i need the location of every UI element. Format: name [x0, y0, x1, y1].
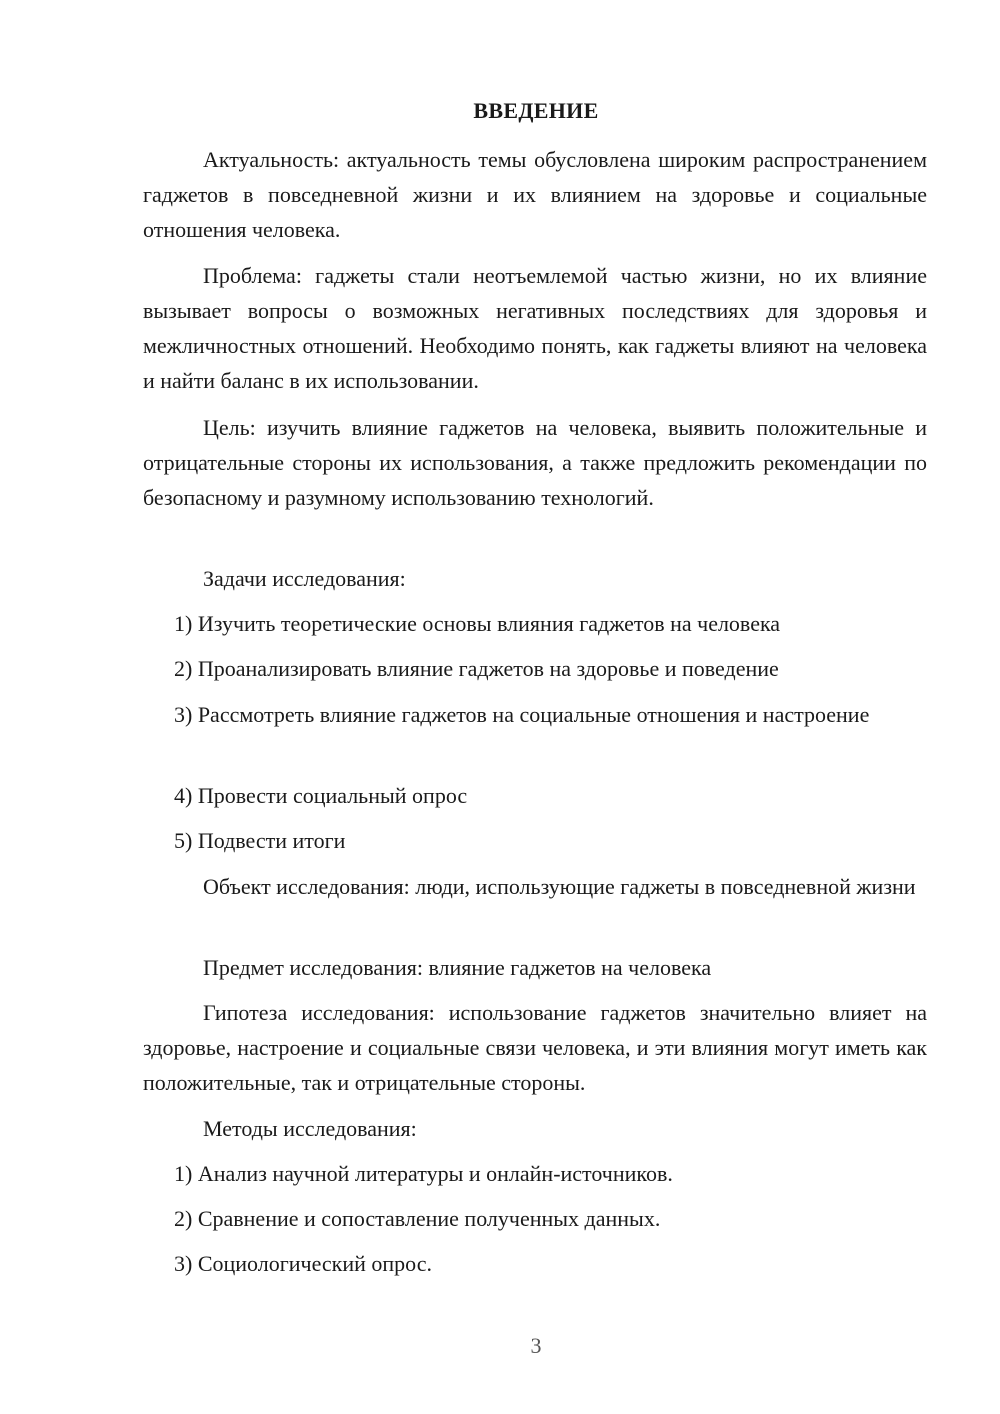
task-item: 5) Подвести итоги — [174, 828, 346, 853]
methods-heading: Методы исследования: — [203, 1116, 417, 1141]
hypothesis-paragraph: Гипотеза исследования: использование гаджетов значительно влияет на здоровье, настроение и социальные связи человека, и эти влияния могут иметь как положительные, так и отрицательные стороны. — [143, 1000, 927, 1095]
problem-paragraph: Проблема: гаджеты стали неотъемлемой частью жизни, но их влияние вызывает вопросы о возможных негативных последствиях для здоровья и межличностных отношений. Необходимо понять, как гаджеты влияют на человека и найти баланс в их использовании. — [143, 263, 927, 393]
page-number: 3 — [530, 1333, 542, 1358]
task-item: 4) Провести социальный опрос — [174, 783, 468, 808]
subject-paragraph: Предмет исследования: влияние гаджетов на человека — [203, 955, 712, 980]
goal-paragraph: Цель: изучить влияние гаджетов на человека, выявить положительные и отрицательные стороны их использования, а также предложить рекомендации по безопасному и разумному использованию технологий. — [143, 415, 927, 510]
method-item: 1) Анализ научной литературы и онлайн-источников. — [174, 1161, 673, 1186]
task-item: 1) Изучить теоретические основы влияния гаджетов на человека — [174, 611, 781, 636]
task-item: 2) Проанализировать влияние гаджетов на здоровье и поведение — [174, 656, 779, 681]
section-title: ВВЕДЕНИЕ — [473, 98, 599, 123]
tasks-heading: Задачи исследования: — [203, 566, 406, 591]
method-item: 2) Сравнение и сопоставление полученных данных. — [174, 1206, 661, 1231]
object-paragraph: Объект исследования: люди, использующие гаджеты в повседневной жизни — [203, 874, 916, 899]
task-item: 3) Рассмотреть влияние гаджетов на социальные отношения и настроение — [174, 702, 870, 727]
method-item: 3) Социологический опрос. — [174, 1251, 432, 1276]
relevance-paragraph: Актуальность: актуальность темы обусловлена широким распространением гаджетов в повседневной жизни и их влиянием на здоровье и социальные отношения человека. — [143, 147, 927, 242]
